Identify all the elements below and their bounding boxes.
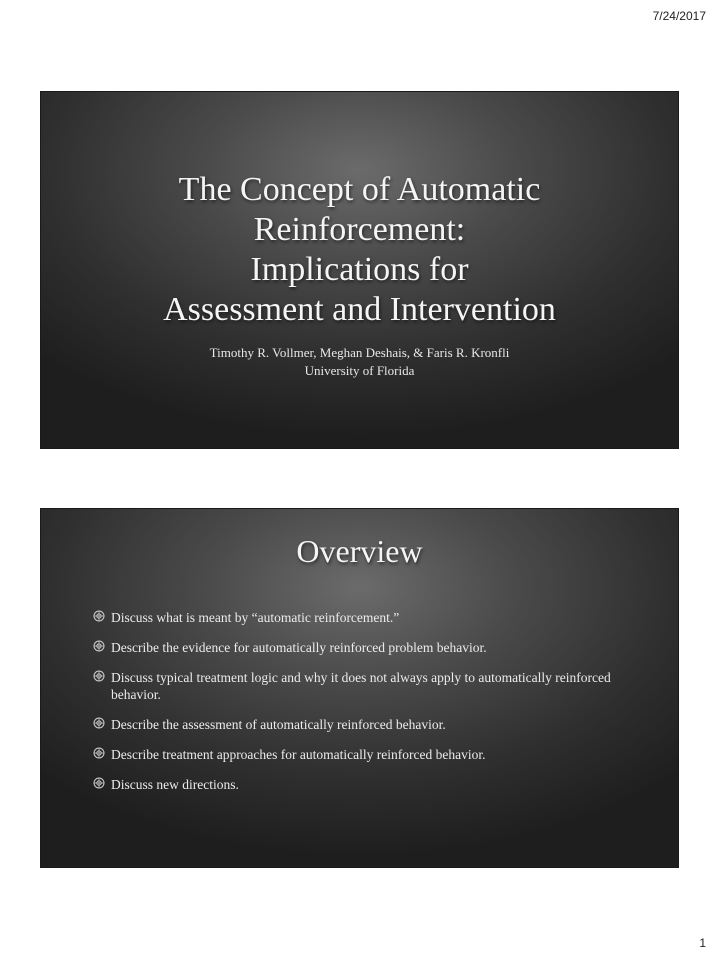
list-item — [93, 639, 633, 656]
slide-title — [40, 91, 679, 449]
title-line: Implications for — [250, 251, 469, 288]
bullet-text: Describe the evidence for automatically reinforced problem behavior. — [111, 640, 487, 655]
bullet-list — [93, 609, 633, 806]
bullet-icon — [93, 640, 105, 652]
slide-title-heading — [41, 170, 678, 330]
slide-subtitle — [41, 344, 678, 380]
page-number: 1 — [699, 936, 706, 950]
page-date: 7/24/2017 — [652, 9, 706, 23]
bullet-text: Describe treatment approaches for automatically reinforced behavior. — [111, 747, 486, 762]
bullet-text: Discuss typical treatment logic and why it does not always apply to automatically reinforced behavior. — [111, 670, 611, 702]
bullet-icon — [93, 747, 105, 759]
bullet-icon — [93, 717, 105, 729]
bullet-text: Describe the assessment of automatically reinforced behavior. — [111, 717, 446, 732]
bullet-text: Discuss what is meant by “automatic reinforcement.” — [111, 610, 400, 625]
title-line: Reinforcement: — [253, 211, 466, 248]
bullet-icon — [93, 670, 105, 682]
bullet-text: Discuss new directions. — [111, 777, 239, 792]
bullet-icon — [93, 610, 105, 622]
slide-overview — [40, 508, 679, 868]
overview-heading: Overview — [296, 533, 423, 569]
bullet-icon — [93, 777, 105, 789]
title-line: Assessment and Intervention — [163, 291, 556, 328]
affiliation: University of Florida — [304, 363, 415, 378]
title-line: The Concept of Automatic — [178, 171, 541, 208]
list-item — [93, 776, 633, 793]
list-item — [93, 669, 633, 703]
list-item — [93, 609, 633, 626]
authors: Timothy R. Vollmer, Meghan Deshais, & Faris R. Kronfli — [209, 345, 510, 360]
list-item — [93, 716, 633, 733]
list-item — [93, 746, 633, 763]
